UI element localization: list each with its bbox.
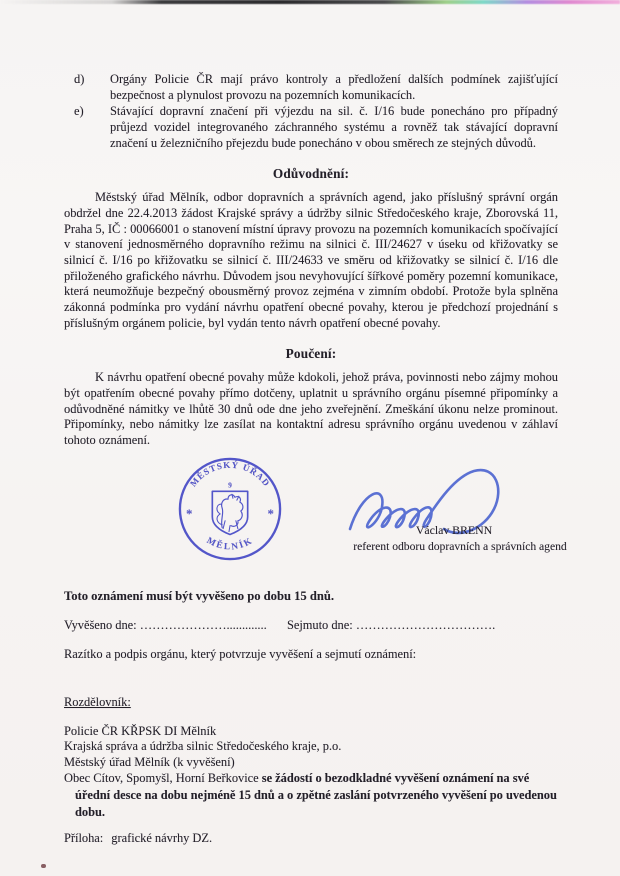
- recipient-municipalities-names: Obec Cítov, Spomyšl, Horní Beřkovice: [64, 771, 262, 786]
- condition-marker-d: d): [74, 72, 85, 86]
- posting-duration-notice: Toto oznámení musí být vyvěšeno po dobu 15 dnů.: [64, 588, 335, 603]
- posted-date-label: Vyvěšeno dne:: [64, 618, 137, 633]
- recipient-melnik-office: Městský úřad Mělník (k vyvěšení): [64, 754, 235, 769]
- signer-name: Václav BRENN: [415, 522, 493, 537]
- section-heading-oduvodneni: Odůvodnění:: [272, 165, 350, 181]
- condition-text-e: Stávající dopravní značení při výjezdu na sil. č. I/16 bude ponecháno pro případný průjezd vozidel integrovaného záchranného systému a rovněž tak stávající dopravní značení u železničního přejezdu bude ponecháno v obou směrech ze stejných důvodů.: [110, 104, 558, 150]
- advice-paragraph: K návrhu opatření obecné povahy může kdokoli, jehož práva, povinnosti nebo zájmy mohou být opatřením obecné povahy přímo dotčeny, uplatnit u správního orgánu písemné připomínky a odůvodněné námitky ve lhůtě 30 dnů ode dne jeho zveřejnění. Zmeškání úkonu nelze prominout. Připomínky, nebo námitky lze zasílat na kontaktní adresu správního orgánu uvedenou v záhlaví tohoto oznámení.: [64, 370, 558, 448]
- scan-top-edge-artifact: [0, 0, 620, 4]
- section-heading-pouceni: Poučení:: [285, 345, 337, 361]
- posted-date-blank: ………………….............: [139, 618, 267, 633]
- stamp-left-asterisk-icon: *: [186, 506, 193, 521]
- removed-date-label: Sejmuto dne:: [286, 618, 353, 633]
- stamp-number: 9: [228, 480, 232, 490]
- condition-marker-e: e): [74, 104, 84, 119]
- stamp-bottom-arc-text: MĚLNÍK: [205, 534, 255, 552]
- condition-item-d: [74, 72, 558, 103]
- stamp-top-arc-text: MĚSTSKÝ ÚŘAD: [187, 459, 273, 489]
- condition-item-e: [74, 104, 558, 151]
- stamp-confirmation-line: Razítko a podpis orgánu, který potvrzuje vyvěšení a sejmutí oznámení:: [64, 647, 417, 662]
- justification-paragraph: Městský úřad Mělník, odbor dopravních a správních agend, jako příslušný správní orgán obdržel dne 22.4.2013 žádost Krajské správy a údržby silnic Středočeského kraje, Zborovská 11, Praha 5, IČ : 00066001 o stanovení místní úpravy provozu na pozemních komunikacích spočívající v stanovení jednosměrného dopravního režimu na silnici č. III/24627 v úseku od křižovatky se silnicí č. I/16 po křižovatku se silnicí č. III/24633 ve směru od křižovatky se silnicí č. I/16 dle přiloženého grafického návrhu. Důvodem jsou nevyhovující šířkové poměry pozemní komunikace, která neumožňuje bezpečný obousměrný provoz zejména v zimním období. Protože byla splněna zákonná podmínka pro vydání návrhu opatření obecné povahy, kterou je předchozí projednání s příslušným orgánem policie, byl vydán tento návrh opatření obecné povahy.: [64, 190, 558, 330]
- attachment-label: Příloha:: [64, 831, 104, 846]
- stamp-right-asterisk-icon: *: [267, 506, 274, 521]
- recipient-road-administration: Krajská správa a údržba silnic Středočeského kraje, p.o.: [64, 739, 342, 754]
- recipient-municipalities-request: se žádostí o bezodkladné vyvěšení oznámení na své úřední desce na dobu nejméně 15 dnů a o zpětné zaslání potvrzeného vyvěšení po uvedenou dobu.: [75, 771, 557, 819]
- recipient-police: Policie ČR KŘPSK DI Mělník: [64, 723, 217, 738]
- stamp-coat-of-arms-shield-icon: [212, 491, 247, 534]
- condition-text-d: Orgány Policie ČR mají právo kontroly a předložení dalších podmínek zajišťující bezpečnost a plynulost provozu na pozemních komunikacích.: [110, 72, 558, 102]
- scan-speck-artifact: [41, 864, 46, 868]
- official-round-stamp: [176, 455, 284, 563]
- distribution-heading: Rozdělovník:: [64, 694, 131, 709]
- conditions-list: [64, 72, 558, 152]
- signer-role: referent odboru dopravních a správních agend: [353, 539, 567, 553]
- seal-and-signature-row: [64, 455, 567, 581]
- attachment-line: [64, 831, 558, 847]
- recipient-municipalities: [64, 770, 558, 820]
- removed-date-blank: …………………………….: [355, 618, 496, 633]
- recipients-list: [64, 724, 558, 821]
- posting-dates-line: [64, 618, 558, 634]
- attachment-text: grafické návrhy DZ.: [111, 831, 213, 846]
